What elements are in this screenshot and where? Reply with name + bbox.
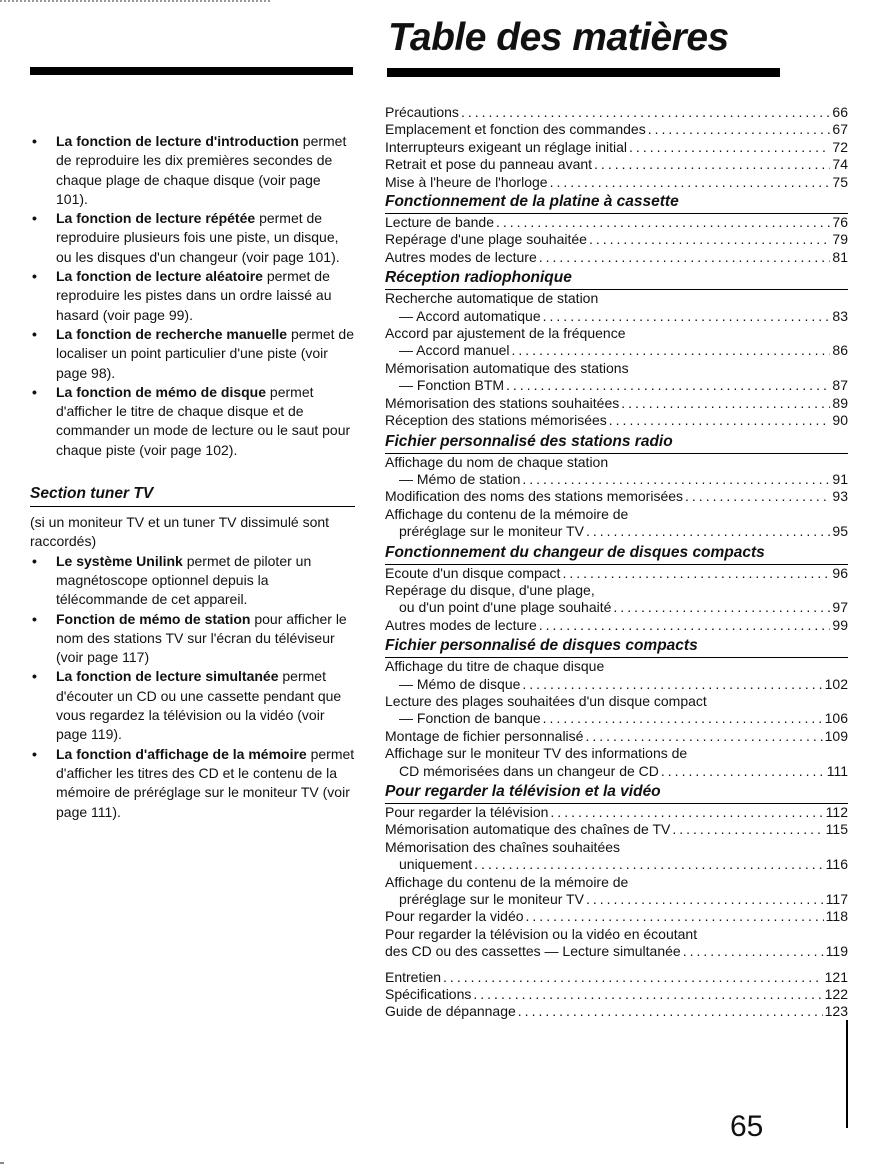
toc-entry-heading: Affichage du nom de chaque station [385,453,609,470]
toc-entry-label: préréglage sur le moniteur TV [399,891,584,908]
toc-entry-label: Précautions [385,104,459,120]
toc-entry-heading: Affichage sur le moniteur TV des informations de [385,745,688,762]
toc-entry-label: Mise à l'heure de l'horloge [385,173,548,190]
toc-entry[interactable] [385,676,848,693]
toc-entry-label: Retrait et pose du panneau avant [385,156,593,173]
toc-leader-dots [539,249,831,266]
toc-section-title: Fichier personnalisé des stations radio [385,432,848,454]
toc-entry-page: 72 [832,138,848,155]
toc-leader-dots [672,821,823,838]
toc-entry-label: des CD ou des cassettes — Lecture simultanée [385,943,681,960]
toc-entry-label: Interrupteurs exigeant un réglage initial [385,138,628,155]
toc-entry-heading: Pour regarder la télévision ou la vidéo en écoutant [385,925,698,942]
toc-entry-page: 83 [832,307,848,324]
feature-description: permet de piloter un magnétoscope optionnel depuis la télécommande de cet appareil. [56,552,312,608]
toc-entry-label: Autres modes de lecture [385,248,537,265]
feature-description: permet de reproduire les pistes dans un ordre laissé au hasard (voir page 99). [56,268,332,323]
toc-entry[interactable] [385,249,848,266]
top-dotted-rule [0,0,270,5]
toc-entry-page: 95 [832,523,848,540]
toc-entry-page: 67 [832,121,848,138]
toc-entry[interactable] [385,565,848,582]
corner-mark [0,1162,4,1164]
toc-entry-heading: Repérage du disque, d'une plage, [385,581,595,598]
feature-bullet [30,267,355,325]
toc-entry-label: — Mémo de station [399,470,521,487]
toc-entry[interactable] [385,728,848,745]
toc-entry-label: CD mémorisées dans un changeur de CD [399,762,659,779]
feature-bullet [30,745,355,822]
toc-entry-label: Montage de fichier personnalisé [385,727,584,744]
feature-name: La fonction d'affichage de la mémoire [56,745,307,762]
toc-entry-heading: Accord par ajustement de la fréquence [385,325,626,342]
toc-entry-page: 74 [832,156,848,173]
toc-entry[interactable] [385,969,848,986]
toc-entry-label: Modification des noms des stations memorisées [385,488,684,505]
toc-leader-dots [473,986,822,1003]
toc-section-title: Pour regarder la télévision et la vidéo [385,782,848,804]
toc-entry-label: — Mémo de disque [399,675,521,692]
toc-entry-page: 66 [832,104,848,120]
toc-entry[interactable] [385,377,848,394]
right-header-bar [387,68,780,77]
toc-entry-label: uniquement [399,856,473,873]
feature-name: La fonction de lecture répétée [56,210,256,227]
toc-entry-page: 112 [825,804,848,820]
toc-entry[interactable] [385,121,848,138]
toc-section-title: Réception radiophonique [385,268,848,290]
toc-leader-dots [613,599,830,616]
toc-entry[interactable] [385,471,848,488]
toc-leader-dots [518,1003,823,1020]
toc-entry-page: 90 [832,412,848,429]
toc-entry-page: 117 [825,891,848,908]
toc-entry[interactable] [385,139,848,156]
feature-name: La fonction de lecture simultanée [56,668,279,685]
feature-bullet [30,552,355,610]
toc-entry-page: 116 [825,856,848,873]
toc-entry-page: 79 [832,231,848,248]
feature-description: permet d'afficher le titre de chaque disque et de commander un mode de lecture ou le saut pour chaque piste (voir page 102). [56,383,351,458]
toc-leader-dots [685,488,830,505]
toc-entry[interactable] [385,308,848,325]
tv-section-intro: (si un moniteur TV et un tuner TV dissimulé sont raccordés) [30,514,330,550]
toc-leader-dots [621,395,830,412]
toc-entry-label: préréglage sur le moniteur TV [399,523,584,540]
margin-rule [846,1020,848,1128]
bullet-dot: • [32,383,37,400]
toc-entry-heading: Affichage du contenu de la mémoire de [385,505,629,522]
feature-bullet [30,325,355,383]
bullet-dot: • [32,133,37,149]
toc-entry-page: 76 [832,214,848,231]
toc-entry-label: Ecoute d'un disque compact [385,564,561,581]
toc-leader-dots [562,565,830,582]
toc-entry-label: — Fonction de banque [399,710,541,727]
toc-leader-dots [512,342,831,359]
toc-leader-dots [443,969,823,986]
bullet-dot: • [32,268,37,285]
toc-entry-page: 75 [832,173,848,190]
toc-entry-heading: Affichage du titre de chaque disque [385,658,605,675]
toc-entry-page: 81 [832,248,848,265]
feature-name: Le système Unilink [56,552,183,569]
toc-entry-label: Emplacement et fonction des commandes [385,121,646,138]
toc-entry-page: 123 [824,1003,848,1020]
toc-entry-heading: Affichage du contenu de la mémoire de [385,873,629,890]
toc-entry-label: Réception des stations mémorisées [385,412,607,429]
toc-entry-page: 121 [824,968,848,985]
toc-column [385,104,848,1021]
toc-leader-dots [550,804,823,821]
toc-entry-heading: Recherche automatique de station [385,290,599,307]
toc-leader-dots [526,908,824,925]
left-header-bar [30,67,353,75]
toc-leader-dots [522,676,822,693]
toc-entry-heading: Mémorisation automatique des stations [385,359,629,376]
toc-entry[interactable] [385,908,848,925]
toc-entry[interactable] [385,156,848,173]
toc-entry[interactable] [385,523,848,540]
toc-leader-dots [496,214,830,231]
feature-name: La fonction de lecture d'introduction [56,133,299,149]
toc-leader-dots [461,104,830,121]
toc-entry[interactable] [385,710,848,727]
feature-bullet [30,383,355,460]
toc-entry-label: — Accord automatique [399,307,541,324]
toc-entry[interactable] [385,617,848,634]
toc-entry-page: 119 [825,943,848,960]
toc-entry-label: Mémorisation automatique des chaînes de TV [385,821,671,838]
toc-entry-page: 111 [826,762,848,779]
toc-entry-page: 93 [832,488,848,505]
toc-entry-page: 97 [832,599,848,616]
toc-entry[interactable] [385,821,848,838]
toc-leader-dots [586,523,830,540]
toc-entry-page: 118 [825,908,848,925]
feature-name: Fonction de mémo de station [56,610,251,627]
toc-leader-dots [589,231,830,248]
toc-entry-label: Repérage d'une plage souhaitée [385,231,587,248]
feature-description: permet d'écouter un CD ou une cassette pendant que vous regardez la télévision ou la vidéo (voir page 119). [56,668,342,743]
feature-name: La fonction de mémo de disque [56,383,267,400]
toc-leader-dots [648,121,831,138]
bullet-dot: • [32,325,37,342]
toc-entry-label: Autres modes de lecture [385,616,537,633]
toc-entry[interactable] [385,342,848,359]
bullet-dot: • [32,610,37,627]
toc-entry-page: 91 [832,470,848,487]
toc-entry-label: Spécifications [385,986,472,1003]
toc-entry[interactable] [385,891,848,908]
toc-spacer [385,961,848,969]
feature-bullet [30,610,355,668]
toc-entry[interactable] [385,395,848,412]
toc-entry[interactable] [385,488,848,505]
toc-entry[interactable] [385,599,848,616]
toc-entry-page: 115 [825,821,848,838]
toc-entry-page: 122 [824,986,848,1003]
toc-entry[interactable] [385,231,848,248]
toc-entry-page: 87 [832,377,848,394]
toc-entry-label: Pour regarder la télévision [385,804,549,820]
feature-bullet [30,132,355,209]
feature-description: permet de reproduire les dix premières secondes de chaque plage de chaque disque (voir page 101). [56,133,347,207]
toc-entry-label: Mémorisation des stations souhaitées [385,394,620,411]
feature-name: La fonction de recherche manuelle [56,325,288,342]
feature-description: permet d'afficher les titres des CD et le contenu de la mémoire de préréglage sur le moniteur TV (voir page 111). [56,745,355,820]
toc-entry-label: ou d'un point d'une plage souhaité [399,599,612,616]
toc-entry[interactable] [385,804,848,821]
toc-entry[interactable] [385,214,848,231]
toc-leader-dots [550,174,831,191]
tv-section-title: Section tuner TV [30,484,355,507]
feature-description: permet de localiser un point particulier d'une piste (voir page 98). [56,325,354,381]
toc-entry[interactable] [385,943,848,960]
page-title: Table des matières [388,16,729,59]
toc-section-title: Fonctionnement du changeur de disques compacts [385,543,848,565]
toc-leader-dots [586,891,824,908]
feature-description: pour afficher le nom des stations TV sur l'écran du téléviseur (voir page 117) [56,610,347,666]
feature-name: La fonction de lecture aléatoire [56,268,263,285]
feature-description: permet de reproduire plusieurs fois une piste, un disque, ou les disques d'un changeur (voir page 101). [56,210,340,265]
toc-entry-label: Entretien [385,968,442,985]
toc-section-title: Fonctionnement de la platine à cassette [385,192,848,214]
toc-entry-page: 102 [824,675,848,692]
toc-entry-heading: Mémorisation des chaînes souhaitées [385,838,621,855]
bullet-dot: • [32,668,37,685]
toc-entry[interactable] [385,104,848,121]
toc-entry-page: 99 [832,616,848,633]
page-number: 65 [730,1110,764,1143]
bullet-dot: • [32,745,37,762]
toc-entry-page: 96 [832,564,848,581]
toc-entry[interactable] [385,986,848,1003]
toc-leader-dots [609,412,831,429]
toc-entry[interactable] [385,763,848,780]
feature-bullet [30,209,355,267]
toc-leader-dots [539,617,831,634]
toc-entry[interactable] [385,412,848,429]
toc-leader-dots [522,471,830,488]
toc-leader-dots [506,377,830,394]
toc-leader-dots [594,156,830,173]
toc-leader-dots [543,710,823,727]
toc-entry-label: Pour regarder la vidéo [385,908,524,925]
toc-leader-dots [661,763,825,780]
toc-leader-dots [629,139,830,156]
toc-leader-dots [585,728,822,745]
toc-leader-dots [474,856,824,873]
toc-entry-label: Guide de dépannage [385,1003,516,1020]
toc-entry-heading: Lecture des plages souhaitées d'un disque compact [385,692,707,709]
toc-leader-dots [683,943,824,960]
feature-bullet [30,667,355,744]
toc-entry-label: — Accord manuel [399,342,510,359]
toc-entry-label: — Fonction BTM [399,377,505,394]
toc-entry-page: 109 [824,727,848,744]
toc-entry[interactable] [385,174,848,191]
toc-leader-dots [543,308,831,325]
bullet-dot: • [32,210,37,227]
features-column [30,132,355,822]
bullet-dot: • [32,552,37,569]
toc-entry-page: 106 [824,710,848,727]
toc-entry-page: 89 [832,394,848,411]
toc-entry[interactable] [385,856,848,873]
toc-entry-label: Lecture de bande [385,214,494,231]
toc-entry[interactable] [385,1003,848,1020]
toc-section-title: Fichier personnalisé de disques compacts [385,636,848,658]
toc-entry-page: 86 [832,342,848,359]
